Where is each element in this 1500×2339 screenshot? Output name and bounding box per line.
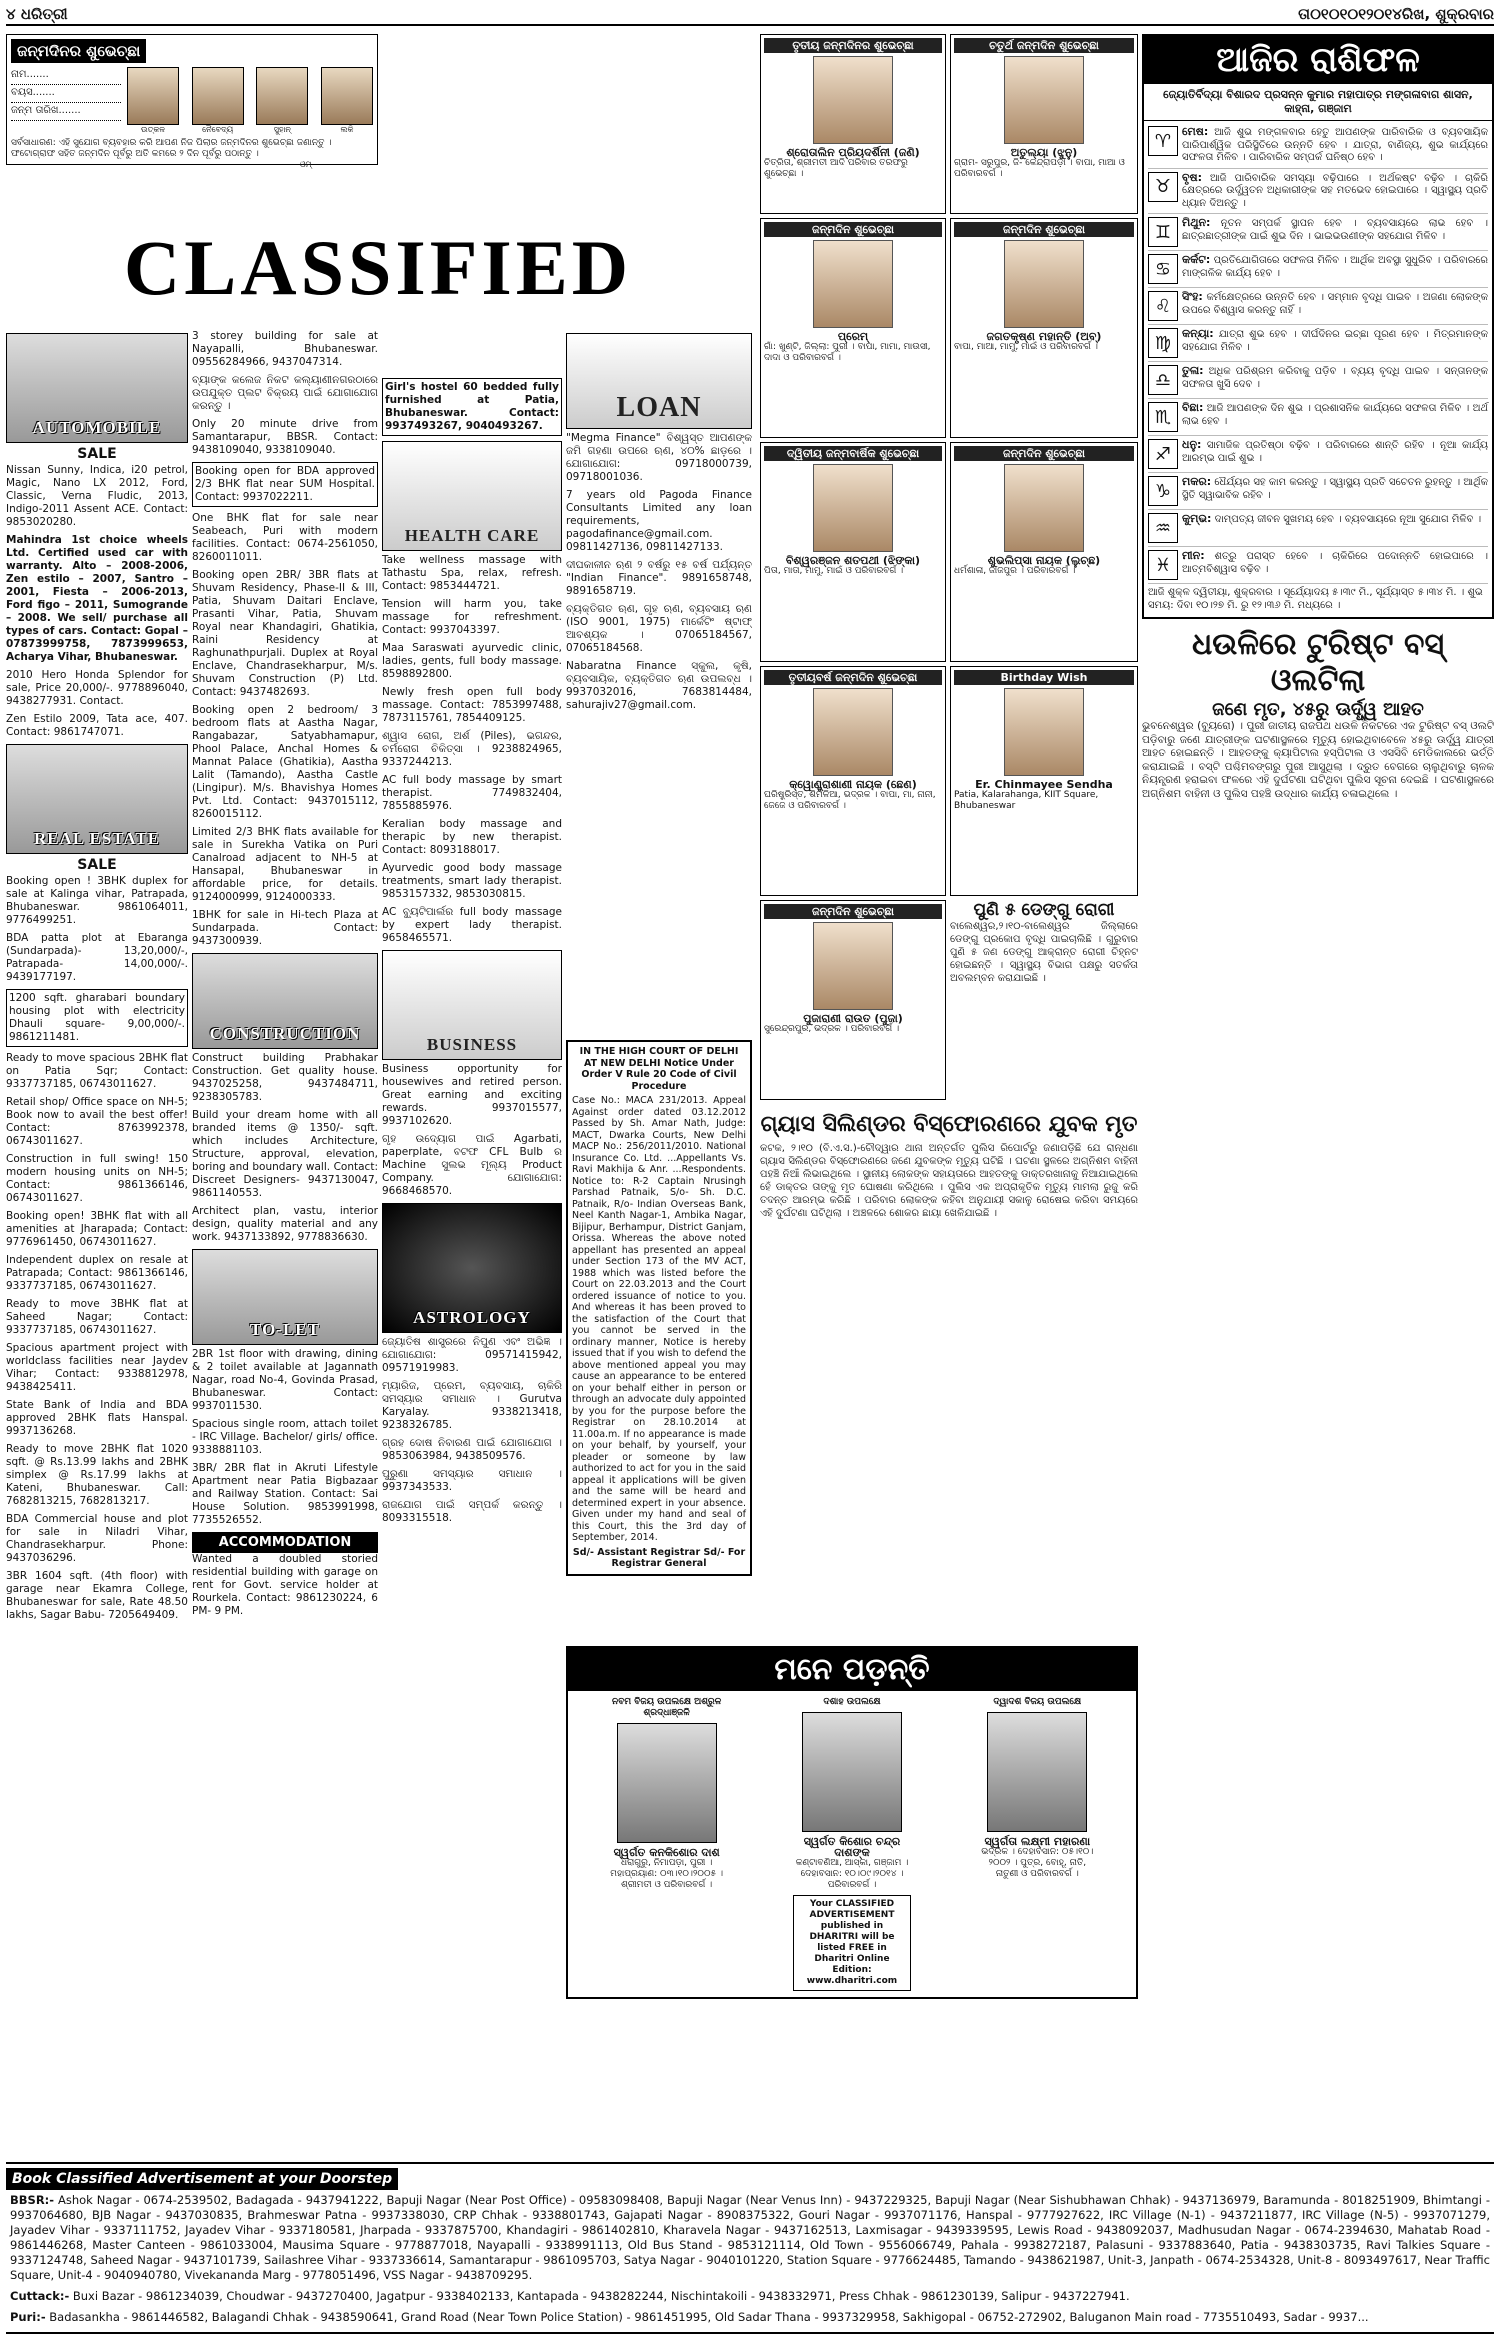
rasi-name: ମକର:: [1182, 475, 1212, 488]
rasi-item: [1148, 325, 1488, 362]
wish-photo: [813, 464, 893, 552]
court-notice-block: [566, 1040, 752, 1576]
form-field-dob: ଜନ୍ମ ତାରିଖ.......: [11, 105, 121, 121]
child-photo: [192, 67, 244, 125]
classified-ad: Spacious single room, attach toilet - IRC Village. Bachelor/ girls/ office. 9338881103.: [192, 1418, 378, 1456]
dengue-news: [950, 900, 1138, 1104]
column-loan: [566, 330, 752, 717]
classified-ad: Booking open! 3BHK flat with all amenities at Jharapada; Contact: 9776961450, 06743011627.: [6, 1210, 188, 1248]
wish-name: ଶୁଭଲିପ୍ସା ନାୟକ (ଲୁଚ୍ଛ): [987, 554, 1101, 567]
footer-bbsr: [6, 2190, 1494, 2286]
column-property-construction: [192, 330, 378, 1623]
wish-name: ପୁଜାରାଣୀ ରାଉତ (ପୁଜା): [803, 1012, 903, 1025]
classified-ad: ଗୃହ ଉଦ୍ୟୋଗ ପାଇଁ Agarbati, paperplate, ବଟଫ CFL Bulb ର Machine ସୁଲଭ ମୂଲ୍ୟ Product Company. ଯୋଗାଯୋଗ: 9668468570.: [382, 1133, 562, 1197]
classified-ad: Spacious apartment project with worldclass facilities near Jaydev Vihar; Contact: 9338812978, 9438425411.: [6, 1342, 188, 1393]
taurus-icon: ♉: [1148, 172, 1178, 202]
footer-other-label: Puri:-: [10, 2310, 46, 2324]
wish-text: ଚିତ୍ରିତା, ଶ୍ରୀମତୀ ଆଦି ପରିବାର ତରଫରୁ ଶୁଭେଚ୍ଛା ।: [764, 158, 908, 179]
photo-caption: ଲକି: [340, 125, 354, 134]
classified-ad: BDA patta plot at Ebaranga (Sundarpada)- 13,20,000/-, Patrapada- 14,00,000/-. 9439177197.: [6, 932, 188, 983]
footer-bbsr-list: Ashok Nagar - 0674-2539502, Badagada - 9437941222, Bapuji Nagar (Near Post Office) - 09583098408, Bapuji Nagar (Near Venus Inn) - 9437229325, Bapuji Nagar (Near Sishubhawan Chhak) - 9437136979, Baramunda - 8018251909, Bhimtangi - 9937064680, BJB Nagar - 9437030835, Brahmeswar Patna - 9937338030, CRP Chhak - 9338801743, Gajapati Nagar - 8908375322, Gouri Nagar - 9937071176, Hanspal - 9777927622, IRC Village (N-1) - 9437211877, IRC Village (N-5) - 9937071279, Jayadev Vihar - 9337111752, Jayadev Vihar - 9337180581, Jharpada - 9337875700, Khandagiri - 9861402810, Kharavela Nagar - 9437162513, Laxmisagar - 9439339595, Lewis Road - 9438092037, Madhusudan Nagar - 0674-2394630, Mahatab Road - 9861446268, Master Canteen - 9861033004, Mausima Square - 9778877018, Nayapalli - 9338991113, Old Bus Stand - 9853121114, Old Town - 9556066749, Pahala - 9938272187, Palasuni - 9337883640, Patia - 9438303735, Ravi Talkies Square - 9337124748, Saheed Nagar - 9437101739, Sailashree Vihar - 9337336614, Samantarapur - 9861095703, Satya Nagar - 9040101220, Station Square - 9776624485, Tamando - 9438621987, Unit-3, Janpath - 0674-2534328, Unit-8 - 8093497617, Near Traffic Square, Unit-4 - 9040940780, Vivekananda Marg - 9778051496, VSS Nagar - 9438709295.: [10, 2193, 1490, 2282]
rasi-item: [1148, 362, 1488, 399]
court-notice-body: Case No.: MACA 231/2013. Appeal Against order dated 03.12.2012 Passed by Sh. Amar Nath, Judge: MACT, Dwarka Courts, New Delhi MACP No.: 256/2011/2010. National Insurance Co. Ltd. ...Appellants Vs. Ravi Makhija & Anr. ...Respondents. Notice to: R-2 Captain Nrusingh Parshad Patnaik, S/o- Sh. D.C. Patnaik, R/o- Indian Overseas Bank, Neel Kanth Nagar-1, Ambika Nagar, Bijipur, Berhampur, District Ganjam, Orissa. Whereas the above noted appellant has presented an appeal under Section 173 of the MV ACT, 1988 which was listed before the Court on 22.03.2013 and the Court ordered issuance of notice to you. And whereas it has been proved to the satisfaction of the Court that you cannot be served in the ordinary manner, Notice is hereby issued that if you wish to defend the above mentioned appeal you may cause an appearance to be entered on your behalf either in person or through an advocate duly appointed by you for the purpose before the Registrar on 28.10.2014 at 11.00a.m. If no appearance is made on your behalf, by yourself, your pleader or someone by law authorized to act for you in the said appeal it applications will be given and the same will be heard and determined expert in your absence. Given under my hand and seal of this Court, this the 3rd day of September, 2014.: [572, 1095, 746, 1543]
column-health-business: [382, 378, 562, 1530]
rasi-name: ମୀନ:: [1182, 549, 1205, 562]
classified-ad: Take wellness massage with Tathastu Spa, relax, refresh. Contact: 9853444721.: [382, 554, 562, 592]
rasi-text: କର୍ମକ୍ଷେତ୍ରରେ ଉନ୍ନତି ହେବ । ସମ୍ମାନ ବୃଦ୍ଧି ପାଇବ । ଅଜଣା ଲୋକଙ୍କ ଉପରେ ବିଶ୍ୱାସ କରନ୍ତୁ ନାହିଁ ।: [1182, 292, 1488, 316]
photo-caption-extra: [300, 160, 312, 170]
page-date: ତା୦୧୦୧୦୧୨୦୧୪ରିଖ, ଶୁକ୍ରବାର: [1298, 5, 1494, 23]
aries-icon: ♈: [1148, 126, 1178, 156]
classified-ad: 3BR/ 2BR flat in Akruti Lifestyle Apartment near Patia Bigbazaar and Railway Station. Contact: Sai House Solution. 9853991998, 7735526552.: [192, 1462, 378, 1526]
classified-ad: "Megma Finance" ବିଶ୍ୱସ୍ତ ଆପଣଙ୍କ ଜମି ଗହଣା ଉପରେ ଋଣ, ୪୦% ଛାଡ଼ରେ । ଯୋଗାଯୋଗ: 09718000739, 09718001036.: [566, 432, 752, 483]
classified-ad: 1BHK for sale in Hi-tech Plaza at Sundarpada. Contact: 9437300939.: [192, 909, 378, 947]
rasi-text: ପ୍ରତିଯୋଗିତାରେ ସଫଳତା ମିଳିବ । ଆର୍ଥିକ ଅବସ୍ଥା ସୁଧୁରିବ । ପରିବାରରେ ମାଙ୍ଗଳିକ କାର୍ଯ୍ୟ ହେବ ।: [1182, 255, 1488, 279]
pisces-icon: ♓: [1148, 550, 1178, 580]
child-photo: [127, 67, 179, 125]
footer-cuttack-list: Buxi Bazar - 9861234039, Choudwar - 9437270400, Jagatpur - 9338402133, Kantapada - 9438282244, Nischintakoili - 9438332971, Press Chhak - 9861230139, Salipur - 9437227941.: [72, 2289, 1130, 2303]
classified-ad: Retail shop/ Office space on NH-5; Book now to avail the best offer! Contact: 8763992378, 06743011627.: [6, 1096, 188, 1147]
court-notice: [566, 1040, 752, 1576]
classified-ad: ମ୍ୟାରିଜ, ପ୍ରେମ, ବ୍ୟବସାୟ, ଚାକିରି ସମସ୍ୟାର ସମାଧାନ । Gurutva Karyalay. 9338213418, 9238326785.: [382, 1380, 562, 1431]
photo-caption: ସୁହାନ୍: [273, 125, 291, 134]
classified-ad: Girl's hostel 60 bedded fully furnished at Patia, Bhubaneswar. Contact: 9937493267, 9040493267.: [382, 378, 562, 436]
gemini-icon: ♊: [1148, 217, 1178, 247]
birthday-form: [6, 34, 378, 169]
wish-photo: [1004, 240, 1084, 328]
memorial-name: ସ୍ୱର୍ଗତା ଲକ୍ଷ୍ମୀ ମହାରଣା: [984, 1835, 1091, 1848]
classified-ad: Architect plan, vastu, interior design, quality material and any work. 9437133892, 9778836630.: [192, 1205, 378, 1243]
rasifal-section: [1142, 34, 1494, 801]
wish-name: ଶ୍ରୋତାଲିନ ପ୍ରିୟଦର୍ଶିନୀ (ଜଣି): [786, 146, 920, 159]
rasi-item: [1148, 214, 1488, 251]
wish-text: ବାପା, ମାଆ, ମାମୁ, ମାଇଁ ଓ ପରିବାରବର୍ଗ ।: [954, 342, 1098, 352]
classified-ad: Booking open 2BR/ 3BR flats at Shuvam Residency, Phase-II & III, Patia, Shuvam Daitari Enclave, Prasanti Vihar, Patia, Shuvam Royal near Khandagiri, Ghatikia, Raini Residency at Raghunathpurjali. Duplex at Royal Enclave, Chandrasekharpur, M/s. Shuvam Construction (P) Ltd. Contact: 9437482693.: [192, 569, 378, 698]
gas-news-text: କଟକ, ୨।୧୦ (ବି.ଏ.ସ.)-ଚୌଦ୍ୱାର ଥାନା ଅନ୍ତର୍ଗତ ପୁଲିସ ରିପୋର୍ଟରୁ ଜଣାପଡ଼ିଛି ଯେ ରାନ୍ଧଣା ଗ୍ୟାସ ସିଲିଣ୍ଡର ବିସ୍ଫୋରଣରେ ଜଣେ ଯୁବକଙ୍କ ମୃତ୍ୟୁ ଘଟିଛି । ଘଟଣା ସ୍ଥଳରେ ଅଗ୍ନିଶମ ବାହିନୀ ପହଞ୍ଚି ନିଆଁ ଲିଭାଇଥିଲେ । ସ୍ଥାନୀୟ ଲୋକଙ୍କ ସହାୟତାରେ ଆହତଙ୍କୁ ଡାକ୍ତରଖାନାକୁ ନିଆଯାଇଥିଲେ ହେଁ ଡାକ୍ତର ତାଙ୍କୁ ମୃତ ଘୋଷଣା କରିଥିଲେ । ପୁଲିସ ଏକ ଅପ୍ରାକୃତିକ ମୃତ୍ୟୁ ମାମଲା ରୁଜୁ କରି ତଦନ୍ତ ଆରମ୍ଭ କରିଛି । ପରିବାର ଲୋକଙ୍କ କହିବା ଅନୁଯାୟୀ ସକାଳୁ ରୋଷେଇ କରିବା ସମୟରେ ଏହି ଦୁର୍ଘଟଣା ଘଟିଥିଲା । ଅଞ୍ଚଳରେ ଶୋକର ଛାୟା ଖେଳିଯାଇଛି ।: [760, 1143, 1138, 1219]
photo-caption: ଉତ୍କଳ: [140, 125, 166, 134]
astrology-banner: [382, 1203, 562, 1333]
online-promo: Your CLASSIFIED ADVERTISEMENT published in DHARITRI will be listed FREE in Dharitri Online Edition: www.dharitri.com: [793, 1895, 911, 1991]
classified-ad: ବ୍ୟାଙ୍କ କଲେଜ ନିକଟ କଲ୍ୟାଣୀନଗରଠାରେ ଉପଯୁକ୍ତ ପ୍ଲଟ ବିକ୍ରୟ ପାଇଁ ଯୋଗାଯୋଗ କରନ୍ତୁ ।: [192, 374, 378, 412]
capricorn-icon: ♑: [1148, 476, 1178, 506]
rasi-text: ଅଧିକ ପରିଶ୍ରମ କରିବାକୁ ପଡ଼ିବ । ବ୍ୟୟ ବୃଦ୍ଧି ପାଇବ । ସନ୍ତାନଙ୍କ ସଫଳତା ଖୁସି ଦେବ ।: [1182, 366, 1489, 390]
classified-ad: ଶ୍ୱାସ ରୋଗ, ଅର୍ଶ (Piles), ଭଗନ୍ଦର, ଚର୍ମରୋଗ ଚିକିତ୍ସା । 9238824965, 9337244213.: [382, 730, 562, 768]
scorpio-icon: ♏: [1148, 402, 1178, 432]
child-photo: [321, 67, 373, 125]
footer-cuttack: [6, 2286, 1494, 2307]
classified-ad: ରାଜଯୋଗ ପାଇଁ ସମ୍ପର୍କ କରନ୍ତୁ । 8093315518.: [382, 1499, 562, 1524]
classified-ad: Nabaratna Finance ସ୍କୁଲ, କୃଷି, ବ୍ୟବସାୟିକ, ବ୍ୟକ୍ତିଗତ ଋଣ ଉପଲବ୍ଧ । 9937032016, 7683814484, sahurajiv27@gmail.com.: [566, 660, 752, 711]
classified-ad: State Bank of India and BDA approved 2BHK flats Hanspal. 9937136268.: [6, 1399, 188, 1437]
wish-name: ଜଗତକୃଷ୍ଣ ମହାନ୍ତି (ଅବ୍): [986, 330, 1102, 343]
birthday-wish: [760, 900, 946, 1100]
wish-photo: [1004, 56, 1084, 144]
health-care-banner: [382, 441, 562, 551]
rasi-name: ତୁଳା:: [1182, 364, 1204, 377]
memorial-section: [566, 1646, 1138, 1999]
dengue-text: ବାଲେଶ୍ୱର,୨।୧୦-ବାଲେଶ୍ୱର ଜିଲ୍ଲାରେ ଡେଙ୍ଗୁ ପ୍ରକୋପ ବୃଦ୍ଧି ପାଇଚାଲିଛି । ଗୁରୁବାର ପୁଣି ୫ ଜଣ ଡେଙ୍ଗୁ ଆକ୍ରାନ୍ତ ରୋଗୀ ଚିହ୍ନଟ ହୋଇଛନ୍ତି । ସ୍ୱାସ୍ଥ୍ୟ ବିଭାଗ ପକ୍ଷରୁ ସତର୍କତା ଅବଲମ୍ବନ କରାଯାଇଛି ।: [950, 921, 1138, 984]
memorial-photo: [987, 1712, 1087, 1832]
birthday-form-title: ଜନ୍ମଦିନର ଶୁଭେଚ୍ଛା: [11, 39, 146, 63]
rasifal-astrologer: ଜ୍ୟୋତିର୍ବିଦ୍ୟା ବିଶାରଦ ପ୍ରସନ୍ନ କୁମାର ମହାପାତ୍ର ମଙ୍ଗଳାବାଗ ଶାସନ, କାହ୍ନା, ଗଞ୍ଜାମ: [1144, 84, 1492, 121]
wish-photo: [1004, 464, 1084, 552]
memorial-text: ଧରାଗୁରୁ, ନିମାପଡ଼ା, ପୁରୀ । ମହାପ୍ରୟାଣ: ୦୩।୧୦।୨୦୦୫ । ଶ୍ରୀମତୀ ଓ ପରିବାରବର୍ଗ ।: [610, 1858, 723, 1890]
wish-text: ଘରିଷ୍ଟ୍ରିସ୍ତ, ଶିମଳିଆ, ଭଦ୍ରକ । ବାପା, ମା, ନାନୀ, ଜେଜେ ଓ ପରିବାରବର୍ଗ ।: [764, 790, 936, 811]
rasi-name: କନ୍ୟା:: [1182, 327, 1214, 340]
rasi-text: ଧୈର୍ଯ୍ୟର ସହ କାମ କରନ୍ତୁ । ସ୍ୱାସ୍ଥ୍ୟ ପ୍ରତି ସଚେତନ ରୁହନ୍ତୁ । ଆର୍ଥିକ ସ୍ଥିତି ସ୍ୱାଭାବିକ ରହିବ ।: [1182, 477, 1488, 501]
classified-ad: AC full body massage by smart therapist. 7749832404, 7855885976.: [382, 774, 562, 812]
birthday-form-note: ସର୍ବସାଧାରଣ: ଏହି ସୁଯୋଗ ବ୍ୟବହାର କରି ଆପଣ ନିଜ ପିଲାର ଜନ୍ମଦିନର ଶୁଭେଚ୍ଛା ଜଣାନ୍ତୁ । ଫଟୋଗ୍ରାଫ ସହିତ ଜନ୍ମଦିନ ପୂର୍ବରୁ ଅତି କମରେ ୨ ଦିନ ପୂର୍ବରୁ ପଠାନ୍ତୁ ।: [11, 138, 332, 159]
cancer-icon: ♋: [1148, 254, 1178, 284]
birthday-wish: [950, 218, 1138, 438]
rasifal-footer: ଆଜି ଶୁକ୍ଳ ଦ୍ୱିତୀୟା, ଶୁକ୍ରବାର । ସୂର୍ଯ୍ୟୋଦୟ ୫।୩୯ ମି., ସୂର୍ଯ୍ୟାସ୍ତ ୫।୩୪ ମି. । ଶୁଭ ସମୟ: ଦିବା ୧୦।୨୭ ମି. ରୁ ୧୨।୩୬ ମି. ମଧ୍ୟରେ ।: [1148, 587, 1483, 611]
libra-icon: ♎: [1148, 365, 1178, 395]
memorial-title: ମନେ ପଡ଼ନ୍ତି: [568, 1648, 1136, 1691]
rasi-text: ଆଜି ଶୁଭ ମଙ୍ଗଳବାର ହେତୁ ଆପଣଙ୍କ ପାରିବାରିକ ଓ ବ୍ୟବସାୟିକ ପାରିପାର୍ଶ୍ୱିକ ପରିସ୍ଥିତିରେ ଉନ୍ନତି ହେବ । ଯାତ୍ରା, ବାଣିଜ୍ୟ, ଶୁଭ କାର୍ଯ୍ୟରେ ସଫଳତା ମିଳିବ । ପାରିବାରିକ ସମ୍ପର୍କ ଘନିଷ୍ଠ ହେବ ।: [1182, 127, 1488, 163]
birthday-wish: [760, 34, 946, 214]
classified-ad: Limited 2/3 BHK flats available for sale in Surekha Vatika on Puri Canalroad adjacent to NH-5 at Hansapal, Bhubaneswar in affordable price, for details. 9124000999, 9124000333.: [192, 826, 378, 903]
classified-ad: Keralian body massage and therapic by new therapist. Contact: 8093188017.: [382, 818, 562, 856]
sale-heading: SALE: [77, 446, 117, 462]
wish-title: ଜନ୍ମଦିନ ଶୁଭେଚ୍ଛା: [954, 222, 1134, 237]
leo-icon: ♌: [1148, 291, 1178, 321]
rasifal-title: ଆଜିର ରାଶିଫଳ: [1144, 36, 1492, 84]
classified-ad: ବ୍ୟକ୍ତିଗତ ଋଣ, ଗୃହ ଋଣ, ବ୍ୟବସାୟ ଋଣ (ISO 9001, 1975) ମାର୍କେଟିଂ ଷ୍ଟାଫ୍ ଆବଶ୍ୟକ । 07065184567, 07065184568.: [566, 603, 752, 654]
wish-photo: [813, 688, 893, 776]
wish-dengue-row: [760, 900, 1138, 1104]
birthday-wish: [950, 34, 1138, 214]
virgo-icon: ♍: [1148, 328, 1178, 358]
rasi-text: ଯାତ୍ରା ଶୁଭ ହେବ । ଦୀର୍ଘଦିନର ଇଚ୍ଛା ପୂରଣ ହେବ । ମିତ୍ରମାନଙ୍କ ସହଯୋଗ ମିଳିବ ।: [1182, 329, 1488, 353]
rasi-name: ଧନୁ:: [1182, 438, 1202, 451]
rasi-item: [1148, 123, 1488, 169]
rasi-text: ଦାମ୍ପତ୍ୟ ଜୀବନ ସୁଖମୟ ହେବ । ବ୍ୟବସାୟରେ ନୂଆ ସୁଯୋଗ ମିଳିବ ।: [1214, 514, 1482, 525]
classified-ad: 7 years old Pagoda Finance Consultants Limited any loan requirements, pagodafinance@gmail.com. 09811427136, 09811427133.: [566, 489, 752, 553]
classified-ad: Mahindra 1st choice wheels Ltd. Certified used car with warranty. Alto – 2008-2006, Zen estilo – 2007, Santro – 2001, Fiesta – 2006-2013, Ford figo – 2011, Sumogrande – 2008. We sell/ purchase all types of cars. Contact: Gopal – 07873999758, 7873999653, Acharya Vihar, Bhubaneswar.: [6, 534, 188, 663]
classified-ad: Booking open ! 3BHK duplex for sale at Kalinga vihar, Patrapada, Bhubaneswar. 9861064011, 9776499251.: [6, 875, 188, 926]
rasi-name: ବିଛା:: [1182, 401, 1204, 414]
classified-ad: 2010 Hero Honda Splendor for sale, Price 20,000/-. 9778896040, 9438277931. Contact.: [6, 669, 188, 707]
classified-ad: ଦୀଘକାଳୀନ ଋଣ ୨ ବର୍ଷରୁ ୧୫ ବର୍ଷ ପର୍ଯ୍ୟନ୍ତ "Indian Finance". 9891658748, 9891658719.: [566, 559, 752, 597]
wish-title: ତୃତୀୟ ଜନ୍ମଦିନର ଶୁଭେଚ୍ଛା: [764, 38, 942, 53]
rasi-item: [1148, 547, 1488, 584]
memorial-name: ସ୍ୱର୍ଗତ କନକିଶୋର ଦାଶ: [613, 1846, 720, 1859]
classified-ad: Ready to move spacious 2BHK flat on Patia Sqr; Contact: 9337737185, 06743011627.: [6, 1052, 188, 1090]
bus-accident-news: [1142, 627, 1494, 801]
wish-title: ତୃତୀୟବର୍ଷ ଜନ୍ମଦିନ ଶୁଭେଚ୍ଛା: [764, 670, 942, 685]
classified-ad: Independent duplex on resale at Patrapada; Contact: 9861366146, 9337737185, 06743011627.: [6, 1254, 188, 1292]
tolet-banner: [192, 1249, 378, 1345]
birthday-wish: [760, 442, 946, 662]
construction-label: CONSTRUCTION: [209, 1024, 361, 1043]
wish-text: ସୁରେନ୍ଦ୍ରପୁର, ଭଦ୍ରକ । ପରିବାରବର୍ଗ ।: [764, 1024, 900, 1034]
loan-label: LOAN: [616, 392, 702, 423]
automobile-banner: [6, 333, 188, 443]
real-estate-banner: [6, 744, 188, 854]
rasi-item: [1148, 436, 1488, 473]
memorial-head: ଦଶାହ ଉପଲକ୍ଷେ: [823, 1697, 881, 1707]
wish-photo: [813, 56, 893, 144]
photo-caption: ନୈବେଦ୍ୟ: [202, 125, 234, 134]
rasi-text: ଆଜି ପାରିବାରିକ ସମସ୍ୟା ବଢ଼ିପାରେ । ଅର୍ଥକଷ୍ଟ ବଢ଼ିବ । ଚାକିରି କ୍ଷେତ୍ରରେ ଉର୍ଦ୍ଧ୍ୱତନ ଅଧିକାରୀଙ୍କ ସହ ମତଭେଦ ହୋଇପାରେ । ସ୍ୱାସ୍ଥ୍ୟ ପ୍ରତି ଧ୍ୟାନ ଦିଅନ୍ତୁ ।: [1182, 172, 1488, 209]
birthday-wish: [760, 218, 946, 438]
bus-news-subtitle: ଜଣେ ମୃତ, ୪୫ରୁ ଊର୍ଦ୍ଧ୍ୱ ଆହତ: [1212, 699, 1424, 720]
business-label: BUSINESS: [426, 1035, 518, 1054]
court-notice-head: IN THE HIGH COURT OF DELHI AT NEW DELHI Notice Under Order V Rule 20 Code of Civil Procedure: [579, 1046, 739, 1092]
classified-ad: ପୁରୁଣା ସମସ୍ୟାର ସମାଧାନ । 9937343533.: [382, 1468, 562, 1493]
wish-name: Er. Chinmayee Sendha: [975, 778, 1113, 791]
rasi-item: [1148, 169, 1488, 215]
aquarius-icon: ♒: [1148, 513, 1178, 543]
footer-booking-centers: [6, 2162, 1494, 2334]
wish-photo: [1004, 688, 1084, 776]
rasi-name: ମିଥୁନ:: [1182, 216, 1211, 229]
rasi-name: କୁମ୍ଭ:: [1182, 512, 1212, 525]
gas-news-title: ଗ୍ୟାସ ସିଲିଣ୍ଡର ବିସ୍ଫୋରଣରେ ଯୁବକ ମୃତ: [760, 1112, 1138, 1137]
classified-ad: Zen Estilo 2009, Tata ace, 407. Contact: 9861747071.: [6, 713, 188, 738]
business-banner: [382, 950, 562, 1060]
classified-ad: BDA Commercial house and plot for sale in Niladri Vihar, Chandrasekharpur. Phone: 9437036296.: [6, 1513, 188, 1564]
classified-logo-text: CLASSIFIED: [123, 224, 633, 311]
wish-name: ବିଶ୍ୱରଞ୍ଜନ ଶତପଥୀ (ଝିଙ୍କା): [785, 554, 921, 567]
rasi-text: ଆଜି ଆପଣଙ୍କ ଦିନ ଶୁଭ । ପ୍ରଶାସନିକ କାର୍ଯ୍ୟରେ ସଫଳତା ମିଳିବ । ଅର୍ଥ ଲାଭ ହେବ ।: [1182, 403, 1488, 427]
classified-ad: Ready to move 2BHK flat 1020 sqft. @ Rs.13.99 lakhs and 2BHK simplex @ Rs.17.99 lakhs at Kateni, Bhubaneswar. Call: 7682813215, 7682813217.: [6, 1443, 188, 1507]
photo-caption: ଓମ୍: [300, 160, 312, 169]
rasi-item: [1148, 251, 1488, 288]
memorial-head: ଦ୍ୱାଦଶ ବିଜୟ ଉପଲକ୍ଷେ: [993, 1697, 1082, 1707]
classified-ad: Construction in full swing! 150 modern housing units on NH-5; Contact: 9861366146, 06743011627.: [6, 1153, 188, 1204]
memorial-person: [608, 1697, 726, 1991]
classified-ad: Build your dream home with all branded items @ 1350/- sqft. which includes Architecture, Structure, approval, elevation, boring and boundary wall. Contact: Discreet Designers- 9437130047, 9861140553.: [192, 1109, 378, 1199]
wish-title: ଜନ୍ମଦିନ ଶୁଭେଚ୍ଛା: [954, 446, 1134, 461]
classified-ad: Booking open for BDA approved 2/3 BHK flat near SUM Hospital. Contact: 9937022211.: [192, 462, 378, 507]
court-notice-sign: Sd/- Assistant Registrar Sd/- For Registrar General: [572, 1546, 746, 1569]
wish-name: ପ୍ରେମ୍: [837, 330, 869, 343]
classified-ad: ଗ୍ରହ ଦୋଷ ନିବାରଣ ପାଇଁ ଯୋଗାଯୋଗ । 9853063984, 9438509576.: [382, 1437, 562, 1462]
rasi-name: କର୍କଟ:: [1182, 253, 1211, 266]
loan-banner: [566, 333, 752, 429]
gas-explosion-news: [760, 1108, 1138, 1220]
wish-text: ପିତା, ମାତା, ମାମୁ, ମାଇଁ ଓ ପରିବାରବର୍ଗ ।: [764, 566, 904, 576]
rasi-item: [1148, 473, 1488, 510]
rasi-name: ବୃଷ:: [1182, 170, 1203, 184]
automobile-label: AUTOMOBILE: [32, 418, 162, 437]
rasi-name: ସିଂହ:: [1182, 290, 1203, 303]
health-care-label: HEALTH CARE: [404, 526, 540, 545]
footer-other-list: Badasankha - 9861446582, Balagandi Chhak - 9438590641, Grand Road (Near Town Police Station) - 9861451995, Old Sadar Thana - 9937329958, Sakhigopal - 06752-272902, Baluganon Main road - 7735510493, Sadar - 9937...: [49, 2310, 1369, 2324]
wish-text: ଧର୍ମଶାଳା, ଜାଜପୁର । ପରିବାରବର୍ଗ ।: [954, 566, 1076, 576]
accommodation-heading: ACCOMMODATION: [192, 1532, 378, 1553]
sale-heading: SALE: [77, 857, 117, 873]
column-wishes-left: [760, 34, 946, 900]
form-field-name: ନାମ.......: [11, 69, 121, 85]
bus-news-text: ଭୁବନେଶ୍ୱର (ବ୍ୟୁରୋ) । ପୁରୀ ଜାତୀୟ ରାଜପଥ ଧଉଳି ନିକଟରେ ଏକ ଟୁରିଷ୍ଟ ବସ୍ ଓଲଟି ପଡ଼ିବାରୁ ଜଣେ ଯାତ୍ରୀଙ୍କ ଘଟଣାସ୍ଥଳରେ ମୃତ୍ୟୁ ହୋଇଥିବାବେଳେ ୪୫ରୁ ଊର୍ଦ୍ଧ୍ୱ ଯାତ୍ରୀ ଆହତ ହୋଇଛନ୍ତି । ଆହତଙ୍କୁ କ୍ୟାପିଟାଲ ହସ୍ପିଟାଲ ଓ ଏସସିବି ମେଡିକାଲରେ ଭର୍ତ୍ତି କରାଯାଇଛି । ବସ୍‌ଟି ପଶ୍ଚିମବଙ୍ଗରୁ ପୁରୀ ଆସୁଥିଲା । ଦ୍ରୁତ ବେଗରେ ଚାଲୁଥିବାରୁ ଚାଳକ ନିୟନ୍ତ୍ରଣ ହରାଇବା ଫଳରେ ଏହି ଦୁର୍ଘଟଣା ଘଟିଥିବା ପୁଲିସ ସୂଚନା ଦେଇଛି । ଘଟଣାସ୍ଥଳରେ ଅଗ୍ନିଶମ ବାହିନୀ ଓ ପୁଲିସ ପହଞ୍ଚି ଉଦ୍ଧାର କାର୍ଯ୍ୟ ଚଳାଇଥିଲେ ।: [1142, 720, 1494, 800]
wish-photo: [813, 922, 893, 1010]
memorial-person: [978, 1697, 1096, 1991]
wish-title: ଜନ୍ମଦିନ ଶୁଭେଚ୍ଛା: [764, 222, 942, 237]
column-automobile-realestate: [6, 330, 188, 1627]
page-number: ୪ ଧରିତ୍ରୀ: [6, 5, 68, 23]
memorial-photo: [802, 1712, 902, 1832]
rasi-text: ନୂତନ ସମ୍ପର୍କ ସ୍ଥାପନ ହେବ । ବ୍ୟବସାୟରେ ଲାଭ ହେବ । ଛାତ୍ରଛାତ୍ରୀଙ୍କ ପାଇଁ ଶୁଭ ଦିନ । ଭାଇଭଉଣୀଙ୍କ ସହଯୋଗ ମିଳିବ ।: [1182, 218, 1488, 242]
birthday-wish: [950, 442, 1138, 662]
dengue-title: ପୁଣି ୫ ଡେଙ୍ଗୁ ରୋଗୀ: [973, 900, 1115, 920]
wish-photo: [813, 240, 893, 328]
bus-news-title: ଧଉଳିରେ ଟୁରିଷ୍ଟ ବସ୍ ଓଲଟିଲା: [1191, 627, 1445, 698]
wish-title: ଜନ୍ମଦିନ ଶୁଭେଚ୍ଛା: [764, 904, 942, 919]
wish-text: ଗ୍ରାମ- ସରୁପୁର, ଜି- କେନ୍ଦ୍ରାପଡ଼ା । ବାପା, ମାଆ ଓ ପରିବାରବର୍ଗ ।: [954, 158, 1125, 179]
classified-ad: Tension will harm you, take massage for refreshment. Contact: 9937043397.: [382, 598, 562, 636]
classified-ad: Construct building Prabhakar Construction. Get quality house. 9437025258, 9437484711, 9238305783.: [192, 1052, 378, 1103]
memorial-text: ଭଦ୍ରକ । ଦେହାବସାନ: ୦୫।୧୦।୨୦୦୨ । ପୁତ୍ର, ବୋହୂ, ନାତି, ନାତୁଣୀ ଓ ପରିବାରବର୍ଗ ।: [981, 1847, 1094, 1879]
memorial-text: କଣ୍ଟାବଣିଆ, ଆସ୍କା, ଗଞ୍ଜାମ । ଦେହାବସାନ: ୧୦।୦୯।୨୦୧୪ । ପରିବାରବର୍ଗ ।: [795, 1858, 909, 1890]
wish-text: ଗାଁ: ଖୁଣ୍ଟି, ଜିଲ୍ଲା: ପୁରୀ । ବାପା, ମାମା, ମାଉସୀ, ଦାଦା ଓ ପରିବାରବର୍ଗ ।: [764, 342, 931, 363]
birthday-wish: [950, 666, 1138, 896]
column-wishes-right: [950, 34, 1138, 900]
footer-other: [6, 2307, 1494, 2328]
footer-bbsr-label: BBSR:-: [10, 2193, 55, 2207]
page-header: [6, 4, 1494, 26]
footer-heading: Book Classified Advertisement at your Doorstep: [6, 2168, 398, 2190]
wish-name: କ୍ୱୋଣ୍ଡ୍ରାଶାଣୀ ନାୟକ (ଛେଣ): [789, 778, 917, 791]
construction-banner: [192, 953, 378, 1049]
classified-ad: Wanted a doubled storied residential building with garage on rent for Govt. service holder at Rourkela. Contact: 9861230224, 6 PM- 9 PM.: [192, 1553, 378, 1617]
wish-text: Patia, Kalarahanga, KIIT Square, Bhubaneswar: [954, 790, 1099, 811]
tolet-label: TO-LET: [250, 1320, 320, 1339]
classified-logo: [6, 220, 750, 316]
classified-ad: Ready to move 3BHK flat at Saheed Nagar; Contact: 9337737185, 06743011627.: [6, 1298, 188, 1336]
footer-cuttack-label: Cuttack:-: [10, 2289, 70, 2303]
classified-ad: ଜ୍ୟୋତିଷ ଶାସ୍ତ୍ରରେ ନିପୁଣ ଏବଂ ଅଭିଜ୍ଞ । ଯୋଗାଯୋଗ: 09571415942, 09571919983.: [382, 1336, 562, 1374]
classified-ad: Business opportunity for housewives and retired person. Great earning and exciting rewards. 9937015577, 9937102620.: [382, 1063, 562, 1127]
classified-ad: 3 storey building for sale at Nayapalli, Bhubaneswar. 09556284966, 9437047314.: [192, 330, 378, 368]
memorial-photo: [617, 1723, 717, 1843]
birthday-wish: [760, 666, 946, 896]
astrology-label: ASTROLOGY: [413, 1308, 531, 1327]
rasi-item: [1148, 399, 1488, 436]
wish-title: ଦ୍ୱିତୀୟ ଜନ୍ମବାର୍ଷିକ ଶୁଭେଚ୍ଛା: [764, 446, 942, 461]
classified-ad: Only 20 minute drive from Samantarapur, BBSR. Contact: 9438109040, 9338109040.: [192, 418, 378, 456]
rasi-text: ଶତ୍ରୁ ପରାସ୍ତ ହେବେ । ଚାକିରିରେ ପଦୋନ୍ନତି ହୋଇପାରେ । ଆତ୍ମବିଶ୍ୱାସ ବଢ଼ିବ ।: [1182, 551, 1488, 575]
memorial-person: [793, 1697, 911, 1991]
classified-ad: One BHK flat for sale near Seabeach, Puri with modern facilities. Contact: 0674-2561050, 8260011011.: [192, 512, 378, 563]
classified-ad: Ayurvedic good body massage treatments, smart lady therapist. 9853157332, 9853030815.: [382, 862, 562, 900]
classified-ad: Newly fresh open full body massage. Contact: 7853997488, 7873115761, 7854409125.: [382, 686, 562, 724]
memorial-name: ସ୍ୱର୍ଗତ କିଶୋର ଚନ୍ଦ୍ର ଦାଶଙ୍କ: [803, 1835, 901, 1859]
classified-ad: 3BR 1604 sqft. (4th floor) with garage near Ekamra College, Bhubaneswar for sale, Rate 48.50 lakhs, Sagar Babu- 7205649409.: [6, 1570, 188, 1621]
rasi-item: [1148, 510, 1488, 547]
classified-ad: 2BR 1st floor with drawing, dining & 2 toilet available at Jagannath Nagar, road No-4, Govinda Prasad, Bhubaneswar. Contact: 9937011530.: [192, 1348, 378, 1412]
wish-name: ଅତୁଲ୍ୟା (ଝୁନୁ): [1010, 146, 1078, 159]
classified-ad: AC ବ୍ୟୁଟିପାର୍ଲର full body massage by expert lady therapist. 9658465571.: [382, 906, 562, 944]
child-photo: [256, 67, 308, 125]
rasi-item: [1148, 288, 1488, 325]
real-estate-label: REAL ESTATE: [33, 829, 161, 848]
wish-title: Birthday Wish: [954, 670, 1134, 685]
form-field-age: ବୟସ.......: [11, 87, 121, 103]
rasi-text: ସାମାଜିକ ପ୍ରତିଷ୍ଠା ବଢ଼ିବ । ପରିବାରରେ ଶାନ୍ତି ରହିବ । ନୂଆ କାର୍ଯ୍ୟ ଆରମ୍ଭ ପାଇଁ ଶୁଭ ।: [1182, 440, 1488, 464]
classified-ad: Nissan Sunny, Indica, i20 petrol, Magic, Nano LX 2012, Ford, Classic, Verna Fludic, 2013, Indigo-2011 Assent ACE. Contact: 9853020280.: [6, 464, 188, 528]
classified-ad: Booking open 2 bedroom/ 3 bedroom flats at Aastha Nagar, Rangabazar, Satyabhamapur, Phool Palace, Anchal Homes & Mannat Palace (Ghatikia), Aastha Lalit (Tamando), Aastha Castle (Lingipur). M/s. Bhavishya Homes Pvt. Ltd. Contact: 9437015112, 8260015112.: [192, 704, 378, 820]
classified-ad: Maa Saraswati ayurvedic clinic, ladies, gents, full body massage. 8598892800.: [382, 642, 562, 680]
classified-ad: 1200 sqft. gharabari boundary housing plot with electricity Dhauli square- 9,00,000/-. 9861211481.: [6, 989, 188, 1047]
wish-title: ଚତୁର୍ଥ ଜନ୍ମଦିନ ଶୁଭେଚ୍ଛା: [954, 38, 1134, 53]
rasi-name: ମେଷ:: [1182, 125, 1209, 138]
sagittarius-icon: ♐: [1148, 439, 1178, 469]
memorial-head: ନବମ ବିଜୟ ଉପଲକ୍ଷେ ଅଶ୍ରୁଳ ଶ୍ରଦ୍ଧାଞ୍ଜଳି: [612, 1697, 722, 1718]
